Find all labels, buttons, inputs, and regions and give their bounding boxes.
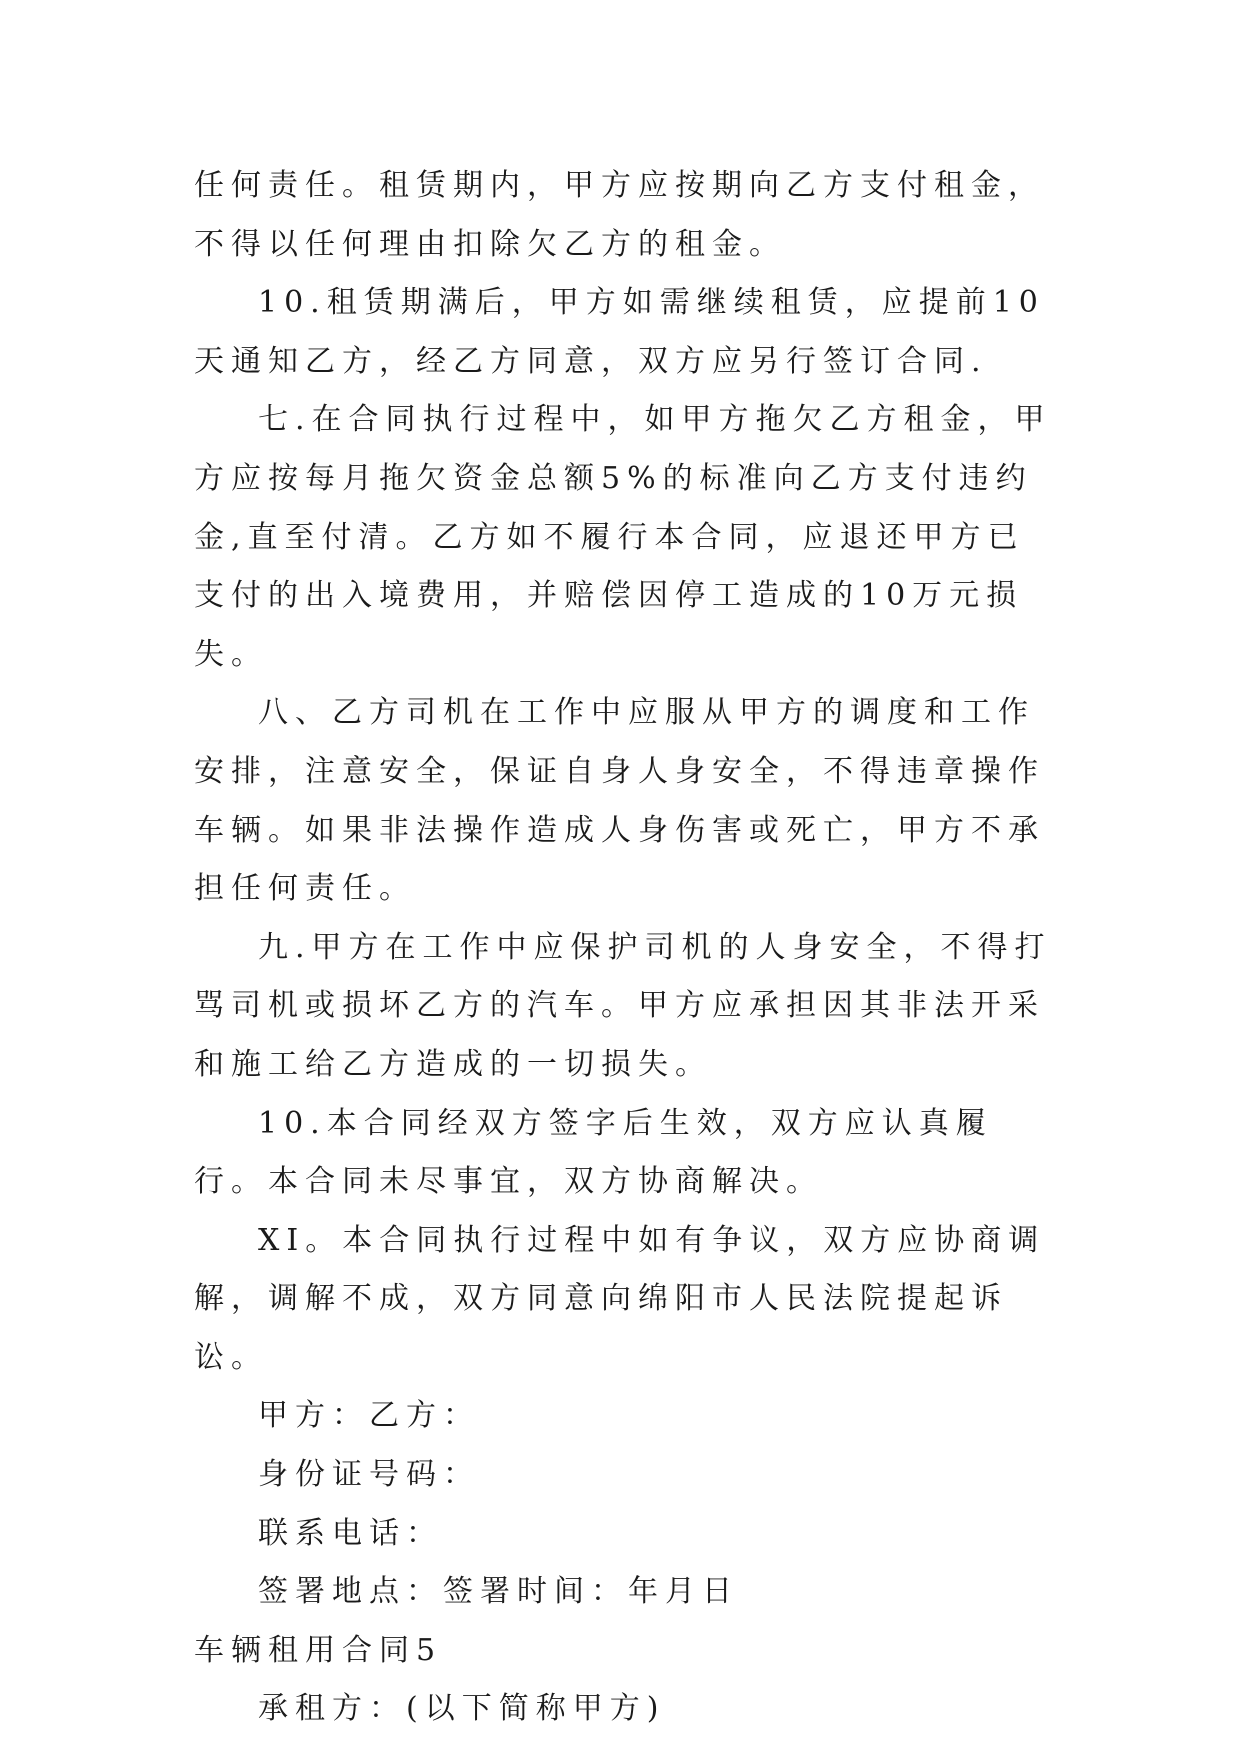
paragraph-clause-7-arrears: 七.在合同执行过程中，如甲方拖欠乙方租金，甲方应按每月拖欠资金总额5%的标准向乙方支付违约金,直至付清。乙方如不履行本合同，应退还甲方已支付的出入境费用，并赔偿因停工造成的10万元损失。: [194, 402, 1052, 672]
signature-parties: 甲方：乙方：: [258, 1398, 480, 1434]
paragraph-clause-11-dispute: XI。本合同执行过程中如有争议，双方应协商调解，调解不成，双方同意向绵阳市人民法院提起诉讼。: [194, 1222, 1046, 1375]
paragraph-clause-9-safety: 九.甲方在工作中应保护司机的人身安全，不得打骂司机或损坏乙方的汽车。甲方应承担因其非法开采和施工给乙方造成的一切损失。: [194, 929, 1052, 1082]
next-contract-title: 车辆租用合同5: [194, 1632, 443, 1668]
paragraph-continuation: 任何责任。租赁期内，甲方应按期向乙方支付租金，不得以任何理由扣除欠乙方的租金。: [194, 168, 1045, 262]
signature-place-time: 签署地点：签署时间：年月日: [258, 1574, 739, 1610]
next-contract-lessee: 承租方：(以下简称甲方): [258, 1691, 666, 1727]
document-body: [194, 157, 1054, 1739]
signature-phone: 联系电话：: [258, 1515, 443, 1551]
signature-id-number: 身份证号码：: [258, 1457, 480, 1493]
paragraph-clause-8-driver: 八、乙方司机在工作中应服从甲方的调度和工作安排，注意安全，保证自身人身安全，不得违章操作车辆。如果非法操作造成人身伤害或死亡，甲方不承担任何责任。: [194, 695, 1045, 907]
paragraph-clause-10-renewal: 10.租赁期满后，甲方如需继续租赁，应提前10天通知乙方，经乙方同意，双方应另行签订合同.: [194, 285, 1045, 379]
paragraph-clause-10-effect: 10.本合同经双方签字后生效，双方应认真履行。本合同未尽事宜，双方协商解决。: [194, 1105, 993, 1200]
